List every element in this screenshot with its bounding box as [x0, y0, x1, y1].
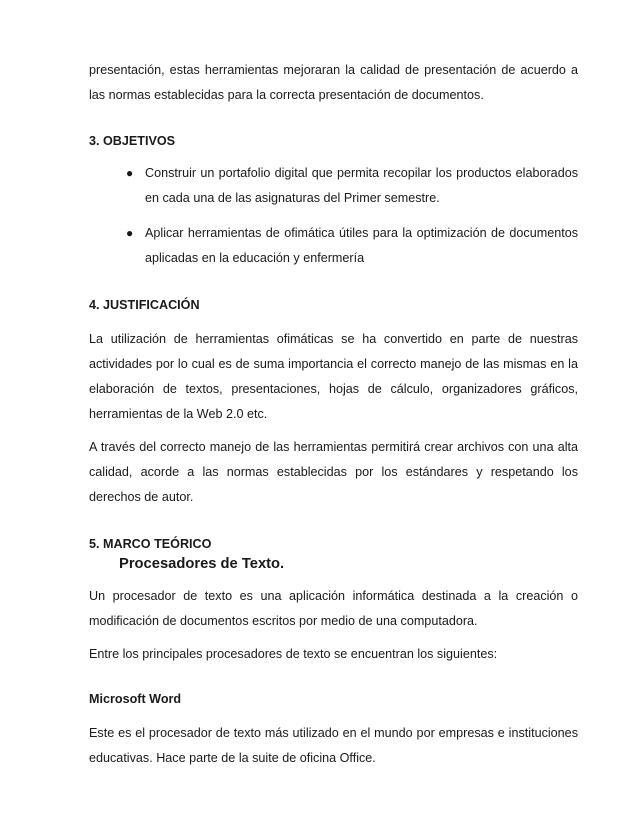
objetivos-item-text: Construir un portafolio digital que permita recopilar los productos elaborados en cada una de las asignaturas del Primer semestre.: [145, 166, 578, 205]
objetivos-heading: 3. OBJETIVOS: [89, 134, 176, 148]
objetivos-list: [89, 161, 578, 271]
justificacion-paragraph: La utilización de herramientas ofimáticas se ha convertido en parte de nuestras actividades por lo cual es de suma importancia el correcto manejo de las mismas en la elaboración de textos, presentaciones, hojas de cálculo, organizadores gráficos, herramientas de la Web 2.0 etc.: [89, 332, 578, 421]
marco-subheading: Procesadores de Texto.: [119, 556, 285, 572]
word-heading: Microsoft Word: [89, 692, 182, 706]
word-paragraph: Este es el procesador de texto más utilizado en el mundo por empresas e instituciones educativas. Hace parte de la suite de oficina Office.: [89, 726, 578, 765]
objetivos-item: [89, 161, 578, 211]
objetivos-item: [89, 221, 578, 271]
intro-paragraph: presentación, estas herramientas mejoraran la calidad de presentación de acuerdo a las normas establecidas para la correcta presentación de documentos.: [89, 63, 578, 102]
marco-paragraph: Un procesador de texto es una aplicación informática destinada a la creación o modificación de documentos escritos por medio de una computadora.: [89, 589, 578, 628]
justificacion-paragraph: A través del correcto manejo de las herramientas permitirá crear archivos con una alta calidad, acorde a las normas establecidas por los estándares y respetando los derechos de autor.: [89, 440, 578, 504]
marco-body: [89, 584, 578, 667]
marco-paragraph: Entre los principales procesadores de texto se encuentran los siguientes:: [89, 647, 498, 661]
marco-heading: 5. MARCO TEÓRICO: [89, 537, 212, 551]
document-page: [89, 58, 578, 771]
justificacion-heading: 4. JUSTIFICACIÓN: [89, 298, 200, 312]
bullet-icon: ●: [126, 166, 134, 180]
bullet-icon: ●: [126, 226, 134, 240]
justificacion-body: [89, 327, 578, 510]
objetivos-item-text: Aplicar herramientas de ofimática útiles para la optimización de documentos aplicadas en la educación y enfermería: [145, 226, 578, 265]
